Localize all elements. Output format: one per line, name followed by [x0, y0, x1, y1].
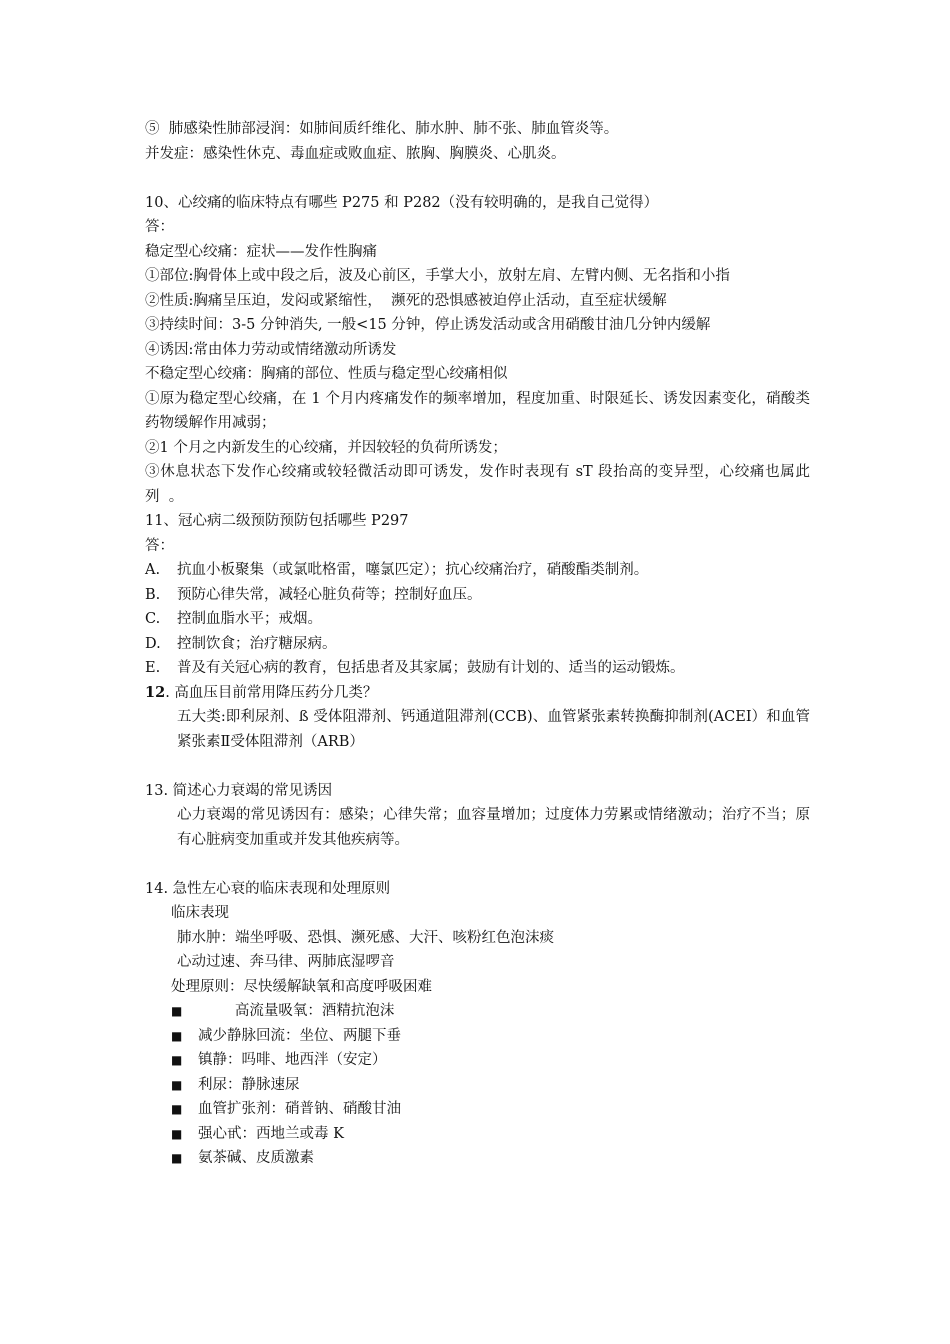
list-item-text: 控制饮食；治疗糖尿病。	[177, 635, 337, 652]
bullet-icon: ■	[171, 1126, 183, 1141]
answer-13: 心力衰竭的常见诱因有：感染；心律失常；血容量增加；过度体力劳累或情绪激动；治疗不当；原有心脏病变加重或并发其他疾病等。	[177, 807, 810, 848]
list-item-text: 强心甙：西地兰或毒 K	[198, 1125, 344, 1142]
text-line: ③休息状态下发作心绞痛或较轻微活动即可诱发，发作时表现有 sT 段抬高的变异型，心绞痛也属此列 。	[145, 464, 810, 505]
list-marker: E.	[145, 660, 161, 676]
list-item	[145, 1048, 810, 1073]
list-marker: B.	[145, 586, 161, 603]
question-text: . 高血压目前常用降压药分几类？	[165, 684, 378, 701]
bullet-icon: ■	[171, 1004, 183, 1018]
bullet-icon: ■	[171, 1151, 183, 1165]
list-item	[145, 1097, 810, 1122]
list-item	[145, 583, 810, 608]
question-14: 14. 急性左心衰的临床表现和处理原则	[145, 880, 391, 897]
list-item	[145, 1146, 810, 1171]
question-10: 10、心绞痛的临床特点有哪些 P275 和 P282（没有较明确的，是我自己觉得）	[145, 194, 659, 211]
list-item	[145, 1073, 810, 1098]
text-line: ③持续时间：3-5 分钟消失, 一般<15 分钟，停止诱发活动或含用硝酸甘油几分钟内缓解	[145, 317, 711, 333]
question-11: 11、冠心病二级预防预防包括哪些 P297	[145, 513, 409, 529]
list-item-text: 普及有关冠心病的教育，包括患者及其家属；鼓励有计划的、适当的运动锻炼。	[177, 660, 685, 676]
list-item-text: 预防心律失常，减轻心脏负荷等；控制好血压。	[177, 586, 482, 603]
list-item	[145, 558, 810, 583]
list-item-text: 血管扩张剂：硝普钠、硝酸甘油	[198, 1101, 401, 1117]
question-13: 13. 简述心力衰竭的常见诱因	[145, 782, 333, 799]
answer-label: 答：	[145, 537, 174, 554]
text-line: 心动过速、奔马律、两肺底湿啰音	[177, 954, 395, 970]
bullet-list-14	[145, 999, 810, 1171]
list-item-text: 减少静脉回流：坐位、两腿下垂	[198, 1027, 401, 1044]
list-item-text: 利尿：静脉速尿	[198, 1076, 300, 1093]
subheading: 临床表现	[171, 905, 229, 921]
bullet-icon: ■	[171, 1102, 183, 1116]
question-number: 12	[145, 683, 166, 701]
text-line: ④诱因:常由体力劳动或情绪激动所诱发	[145, 341, 397, 358]
text-line: 不稳定型心绞痛：胸痛的部位、性质与稳定型心绞痛相似	[145, 366, 508, 382]
list-item	[145, 1024, 810, 1049]
list-item-text: 抗血小板聚集（或氯吡格雷，噻氯匹定）；抗心绞痛治疗，硝酸酯类制剂。	[177, 562, 649, 578]
text-line: ⑤ 肺感染性肺部浸润：如肺间质纤维化、肺水肿、肺不张、肺血管炎等。	[145, 121, 619, 137]
bullet-icon: ■	[171, 1053, 183, 1067]
subheading: 处理原则：尽快缓解缺氧和高度呼吸困难	[171, 978, 432, 995]
blank-line	[145, 166, 810, 191]
text-line: 稳定型心绞痛：症状——发作性胸痛	[145, 243, 377, 260]
list-item-text: 氨茶碱、皮质激素	[198, 1150, 314, 1166]
text-line: ①部位:胸骨体上或中段之后，波及心前区，手掌大小，放射左肩、左臂内侧、无名指和小指	[145, 268, 730, 284]
text-line: ①原为稳定型心绞痛，在 1 个月内疼痛发作的频率增加，程度加重、时限延长、诱发因素变化，硝酸类药物缓解作用减弱；	[145, 390, 810, 431]
list-marker: A.	[145, 562, 161, 578]
answer-12: 五大类:即利尿剂、ß 受体阻滞剂、钙通道阻滞剂(CCB)、血管紧张素转换酶抑制剂(ACEI）和血管紧张素Ⅱ受体阻滞剂（ARB）	[177, 709, 810, 750]
text-line: ②1 个月之内新发生的心绞痛，并因较轻的负荷所诱发；	[145, 439, 507, 456]
list-marker: D.	[145, 635, 161, 652]
text-line: 肺水肿：端坐呼吸、恐惧、濒死感、大汗、咳粉红色泡沫痰	[177, 929, 554, 946]
list-item	[145, 1122, 810, 1147]
list-item-text: 控制血脂水平；戒烟。	[177, 611, 322, 627]
list-item	[145, 632, 810, 657]
list-item-text: 高流量吸氧：酒精抗泡沫	[198, 1003, 395, 1019]
list-item	[145, 999, 810, 1024]
text-line: 并发症：感染性休克、毒血症或败血症、脓胸、胸膜炎、心肌炎。	[145, 145, 566, 162]
bullet-icon: ■	[171, 1028, 183, 1043]
blank-line	[145, 754, 810, 779]
answer-list-11	[145, 558, 810, 681]
answer-label: 答：	[145, 219, 174, 235]
text-line: ②性质:胸痛呈压迫，发闷或紧缩性， 濒死的恐惧感被迫停止活动，直至症状缓解	[145, 292, 667, 309]
list-marker: C.	[145, 611, 161, 627]
document-page	[145, 117, 810, 1171]
list-item-text: 镇静：吗啡、地西泮（安定）	[198, 1052, 387, 1068]
list-item	[145, 607, 810, 632]
blank-line	[145, 852, 810, 877]
bullet-icon: ■	[171, 1077, 183, 1092]
question-12	[145, 681, 810, 706]
list-item	[145, 656, 810, 681]
